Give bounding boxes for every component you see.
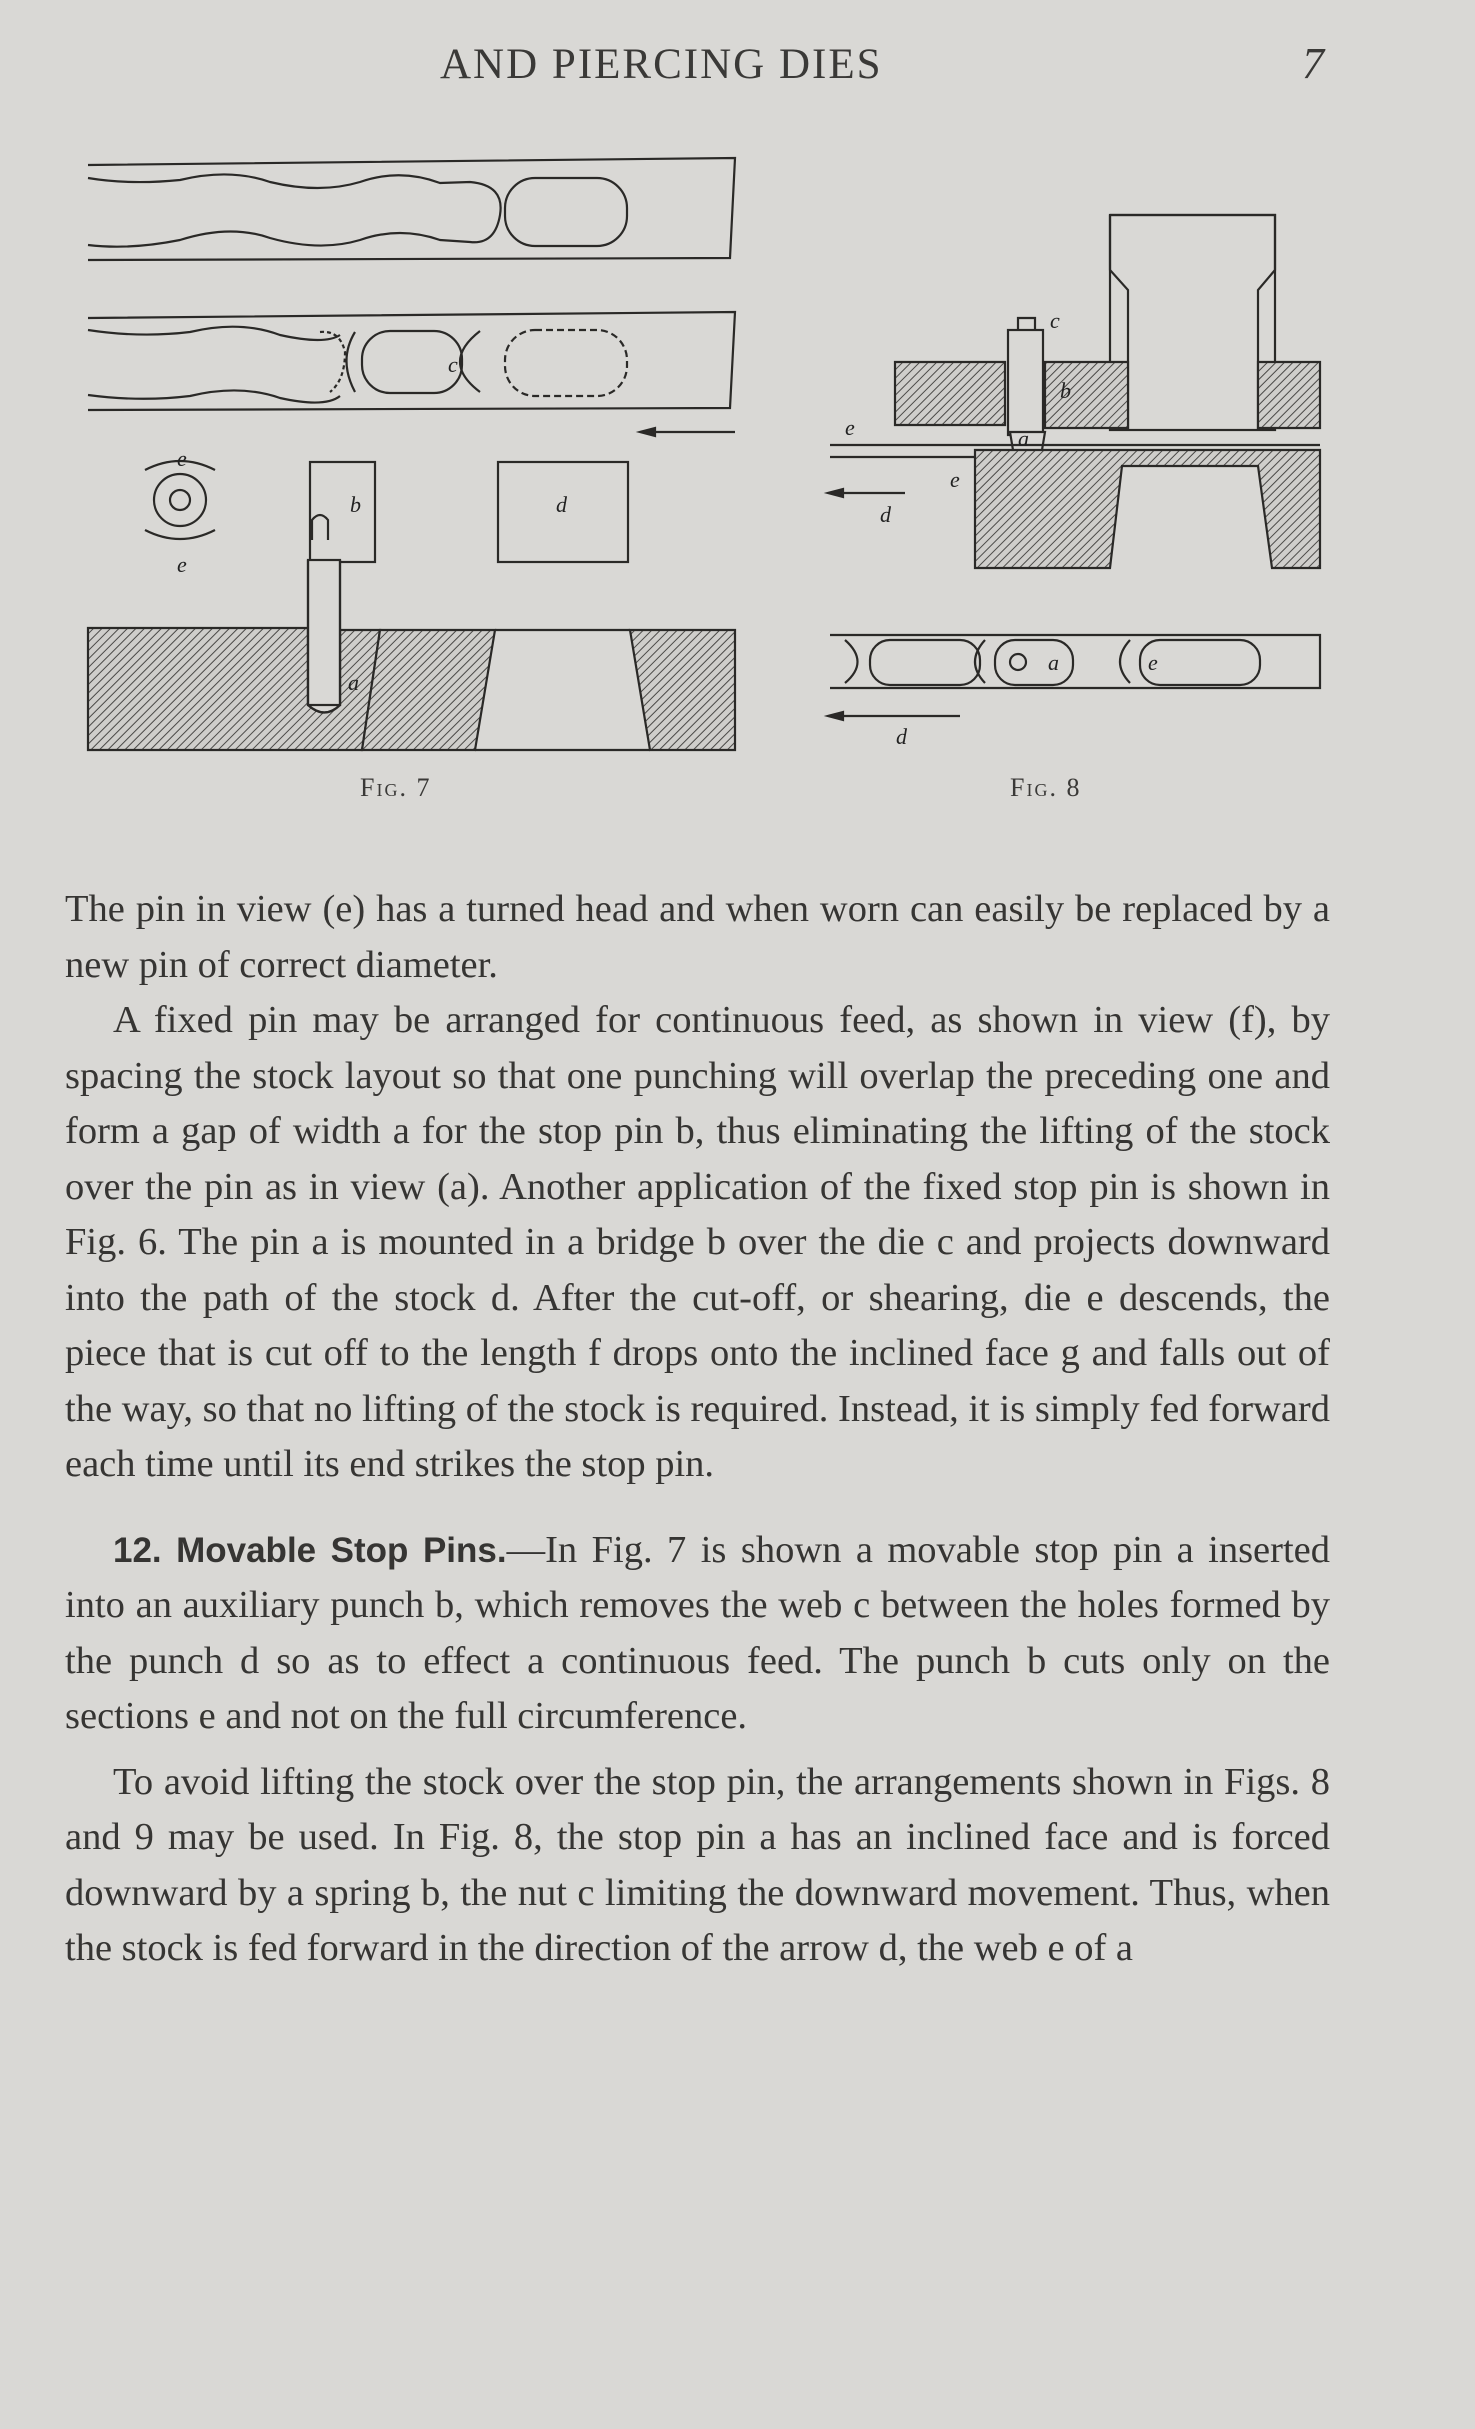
fig7-pin-view-e (145, 461, 215, 539)
fig8-strip-label-d: d (896, 724, 907, 749)
fig7-label-c: c (448, 352, 458, 377)
section-number: 12. (113, 1530, 162, 1570)
fig7-label-d: d (556, 492, 567, 517)
fig8-label-e-right: e (950, 467, 960, 492)
paragraph-1: The pin in view (e) has a turned head and when worn can easily be replaced by a new pin of correct diameter. (65, 888, 1330, 986)
section-text: —In Fig. 7 is shown a movable stop pin a inserted into an auxiliary punch b, which removes the web c between the holes formed by the punch d so as to effect a continuous feed. The punch b cuts only on the sections e and not on the full circumference. (65, 1528, 1330, 1737)
fig7-die (88, 560, 735, 750)
section-title: Movable Stop Pins. (176, 1530, 507, 1570)
fig7-strip-top (88, 158, 735, 260)
paragraph-4: To avoid lifting the stock over the stop pin, the arrangements shown in Figs. 8 and 9 may be used. In Fig. 8, the stop pin a has an inclined face and is forced downward by a spring b, the nut c limiting the downward movement. Thus, when the stock is fed forward in the direction of the arrow d, the web e of a (65, 1760, 1330, 1969)
page-number: 7 (1302, 39, 1324, 88)
section-12 (65, 1523, 1330, 1745)
fig8-label-b: b (1060, 378, 1071, 403)
running-title: AND PIERCING DIES (440, 41, 883, 88)
fig7-strip-middle (88, 312, 735, 436)
fig8-caption: Fig. 8 (1010, 773, 1082, 802)
fig7-punch-b (310, 462, 375, 562)
fig8-label-a: a (1018, 426, 1029, 451)
body-text (65, 882, 1330, 1977)
fig7-label-e-top: e (177, 446, 187, 471)
fig8-label-e-left: e (845, 415, 855, 440)
fig7-label-e-bottom: e (177, 552, 187, 577)
figures (0, 0, 1475, 830)
fig8-label-c: c (1050, 308, 1060, 333)
fig8-strip-label-a: a (1048, 650, 1059, 675)
paragraph-2: A fixed pin may be arranged for continuous feed, as shown in view (f), by spacing the stock layout so that one punching will overlap the preceding one and form a gap of width a for the stop pin b, thus eliminating the lifting of the stock over the pin as in view (a). Another application of the fixed stop pin is shown in Fig. 6. The pin a is mounted in a bridge b over the die c and projects downward into the path of the stock d. After the cut-off, or shearing, die e descends, the piece that is cut off to the length f drops onto the inclined face g and falls out of the way, so that no lifting of the stock is required. Instead, it is simply fed forward each time until its end strikes the stop pin. (65, 999, 1330, 1485)
fig7-caption: Fig. 7 (360, 773, 432, 802)
fig8-label-d: d (880, 502, 891, 527)
figure-7 (88, 158, 1320, 750)
figure-8 (828, 215, 1320, 720)
fig7-label-a: a (348, 670, 359, 695)
fig7-label-b: b (350, 492, 361, 517)
fig8-strip-label-e: e (1148, 650, 1158, 675)
